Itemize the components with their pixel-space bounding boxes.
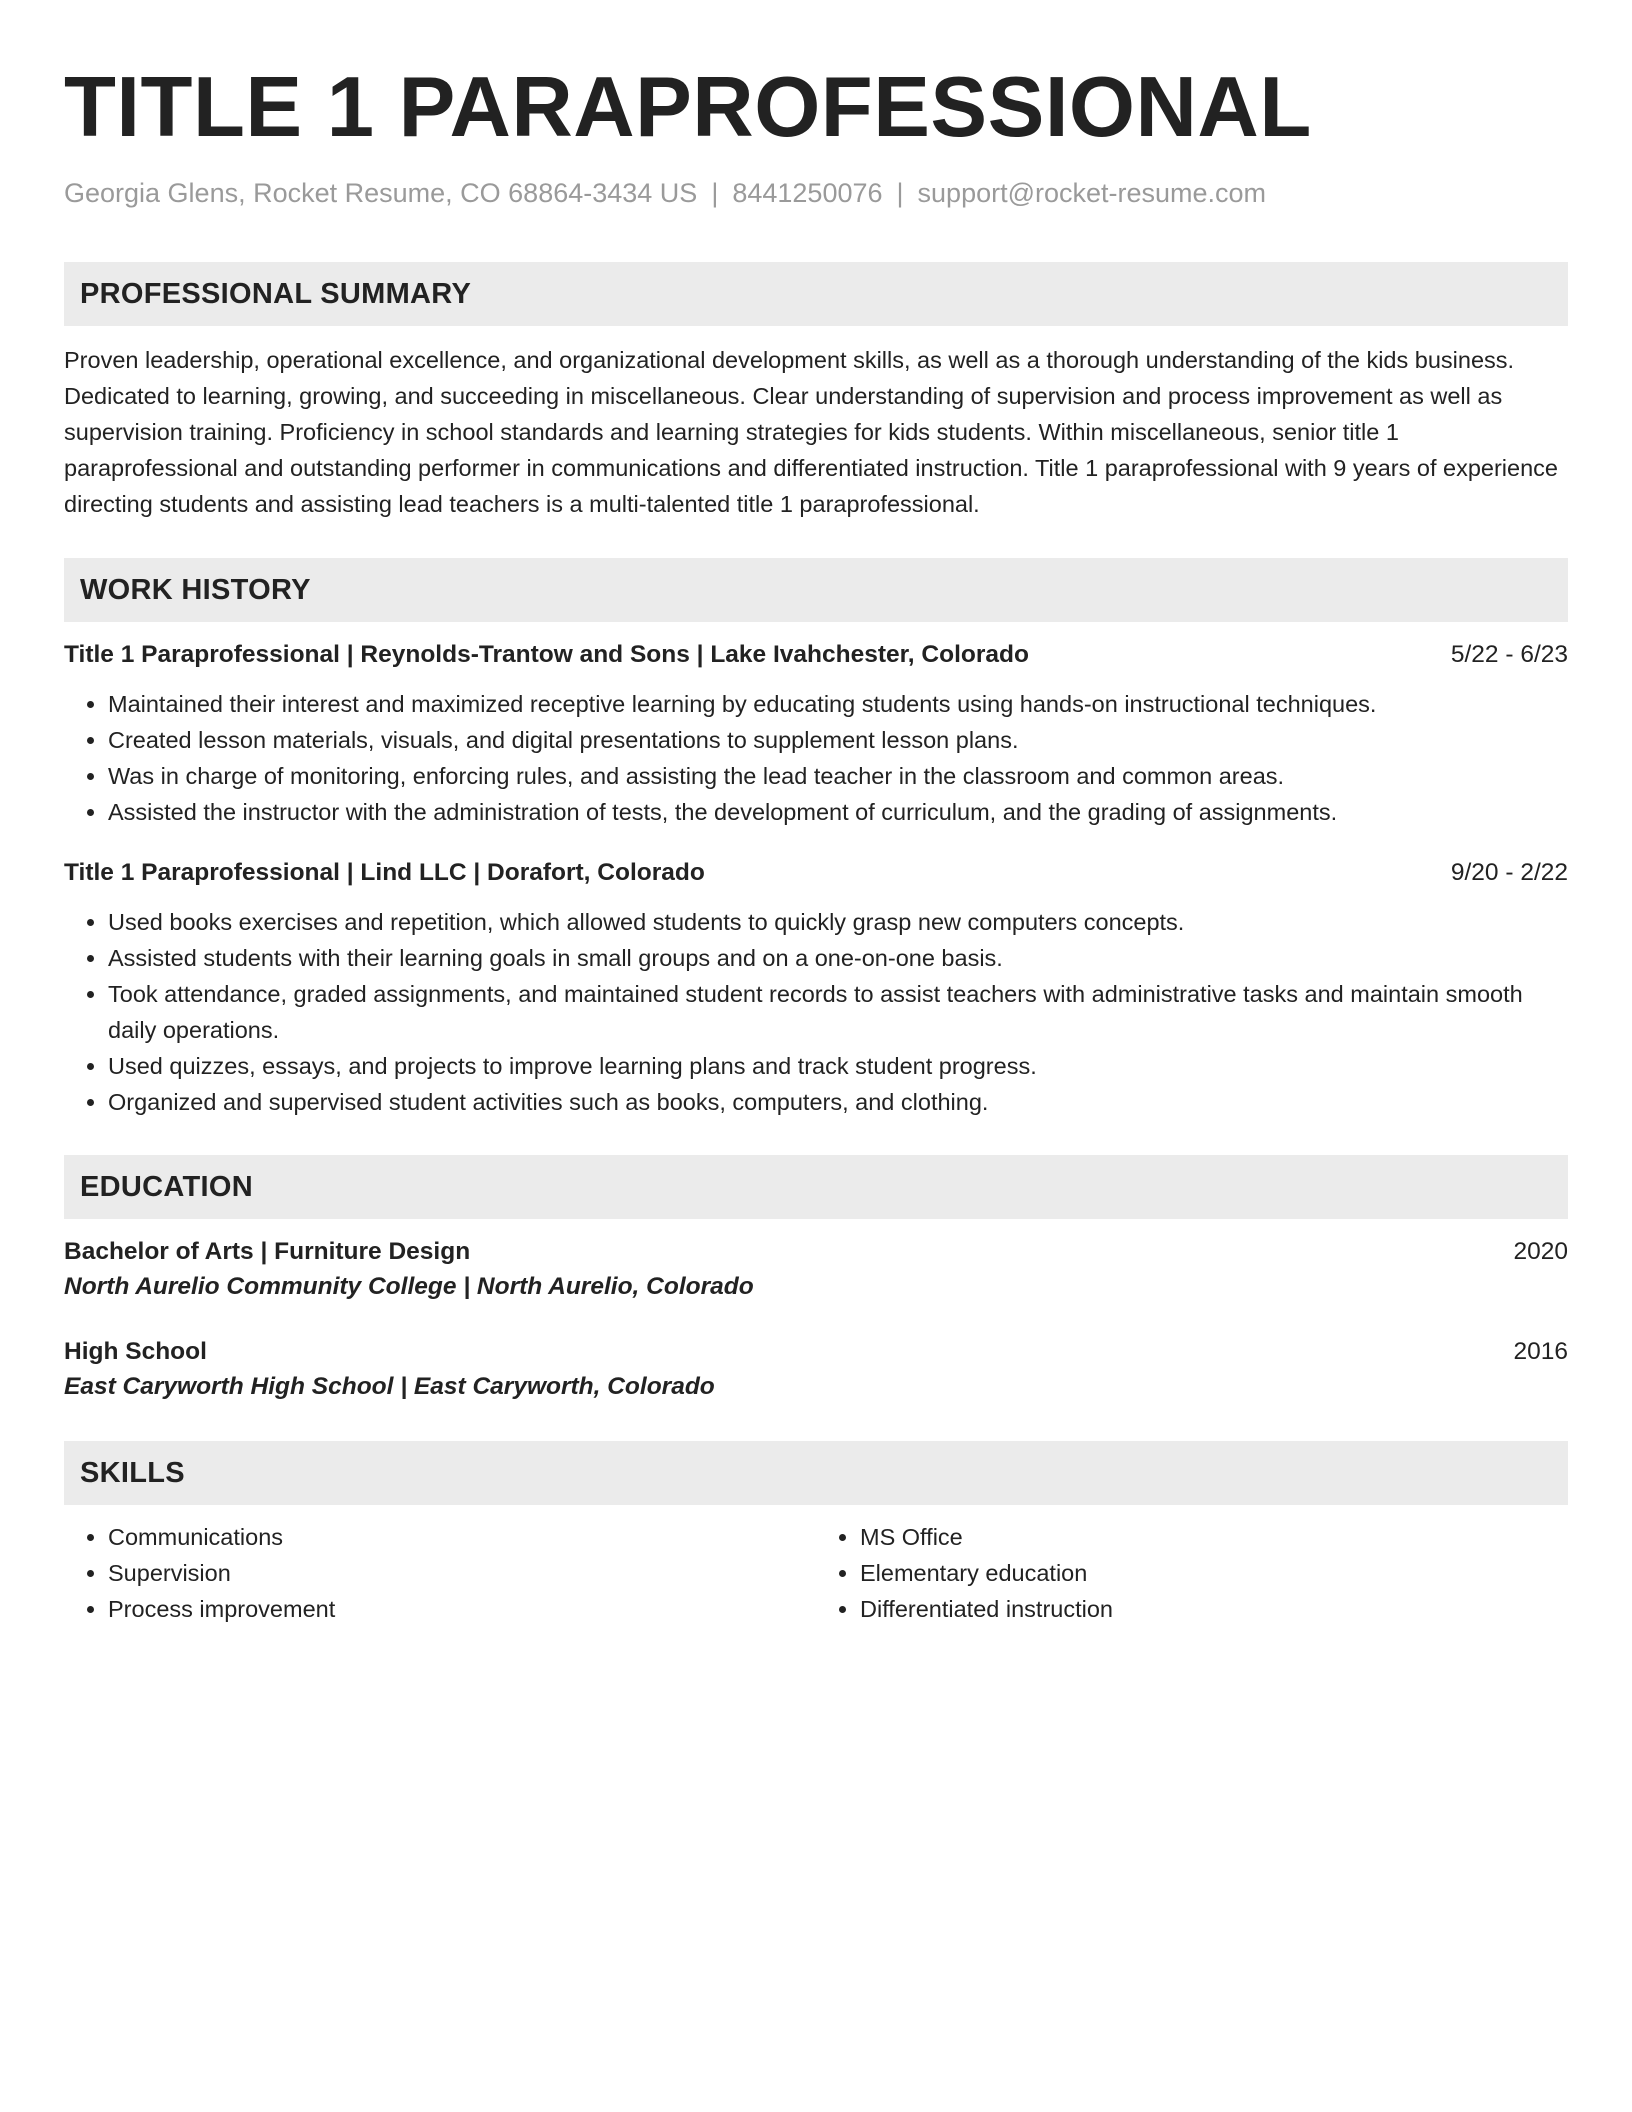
skills-column-right <box>816 1519 1568 1627</box>
skill-item: • MS Office <box>860 1519 1568 1555</box>
contact-separator: | <box>711 178 719 208</box>
contact-line <box>64 176 1568 210</box>
contact-phone: 8441250076 <box>732 178 883 208</box>
section-header-summary: PROFESSIONAL SUMMARY <box>64 262 1568 326</box>
job-bullet: • Maintained their interest and maximized receptive learning by educating students using hands-on instructional techniques. <box>108 686 1568 722</box>
skills-list <box>64 1519 816 1627</box>
section-header-work-history: WORK HISTORY <box>64 558 1568 622</box>
job-title: Title 1 Paraprofessional | Lind LLC | Dorafort, Colorado <box>64 859 705 886</box>
job-dates: 5/22 - 6/23 <box>1450 641 1568 668</box>
job-header <box>64 638 1568 672</box>
contact-address: Georgia Glens, Rocket Resume, CO 68864-3434 US <box>64 178 698 208</box>
skills-grid <box>64 1519 1568 1627</box>
skill-item: • Communications <box>108 1519 816 1555</box>
job-title: Title 1 Paraprofessional | Reynolds-Trantow and Sons | Lake Ivahchester, Colorado <box>64 641 1029 668</box>
skill-item: • Process improvement <box>108 1591 816 1627</box>
education-header <box>64 1235 1568 1269</box>
job-bullet: • Used quizzes, essays, and projects to improve learning plans and track student progress. <box>108 1048 1568 1084</box>
education-year: 2020 <box>1513 1238 1568 1265</box>
education-header <box>64 1335 1568 1369</box>
skills-column-left <box>64 1519 816 1627</box>
job-bullet: • Created lesson materials, visuals, and digital presentations to supplement lesson plans. <box>108 722 1568 758</box>
job-entry <box>64 856 1568 1120</box>
job-header <box>64 856 1568 890</box>
job-bullet: • Used books exercises and repetition, which allowed students to quickly grasp new computers concepts. <box>108 904 1568 940</box>
job-dates: 9/20 - 2/22 <box>1450 859 1568 886</box>
job-bullets <box>64 904 1568 1120</box>
section-header-education: EDUCATION <box>64 1155 1568 1219</box>
job-bullet: • Was in charge of monitoring, enforcing rules, and assisting the lead teacher in the classroom and common areas. <box>108 758 1568 794</box>
education-degree: High School <box>64 1338 207 1365</box>
candidate-name: TITLE 1 PARAPROFESSIONAL <box>64 60 1312 155</box>
skills-list <box>816 1519 1568 1627</box>
skill-item: • Differentiated instruction <box>860 1591 1568 1627</box>
education-entry <box>64 1335 1568 1405</box>
education-year: 2016 <box>1513 1338 1568 1365</box>
job-bullets <box>64 686 1568 830</box>
job-bullet: • Assisted the instructor with the administration of tests, the development of curriculum, and the grading of assignments. <box>108 794 1568 830</box>
contact-separator: | <box>896 178 904 208</box>
job-bullet: • Organized and supervised student activities such as books, computers, and clothing. <box>108 1084 1568 1120</box>
section-header-skills: SKILLS <box>64 1441 1568 1505</box>
education-school: North Aurelio Community College | North Aurelio, Colorado <box>64 1273 754 1300</box>
job-bullet: • Took attendance, graded assignments, and maintained student records to assist teachers with administrative tasks and maintain smooth daily operations. <box>108 976 1568 1048</box>
job-bullet: • Assisted students with their learning goals in small groups and on a one-on-one basis. <box>108 940 1568 976</box>
education-school: East Caryworth High School | East Caryworth, Colorado <box>64 1373 715 1400</box>
skill-item: • Elementary education <box>860 1555 1568 1591</box>
education-degree: Bachelor of Arts | Furniture Design <box>64 1238 471 1265</box>
job-entry <box>64 638 1568 830</box>
education-entry <box>64 1235 1568 1305</box>
contact-email: support@rocket-resume.com <box>917 178 1267 208</box>
summary-text: Proven leadership, operational excellence, and organizational development skills, as well as a thorough understanding of the kids business. Dedicated to learning, growing, and succeeding in miscellaneous. Clear understanding of supervision and process improvement as well as supervision training. Proficiency in school standards and learning strategies for kids students. Within miscellaneous, senior title 1 paraprofessional and outstanding performer in communications and differentiated instruction. Title 1 paraprofessional with 9 years of experience directing students and assisting lead teachers is a multi-talented title 1 paraprofessional. <box>64 347 1558 517</box>
skill-item: • Supervision <box>108 1555 816 1591</box>
